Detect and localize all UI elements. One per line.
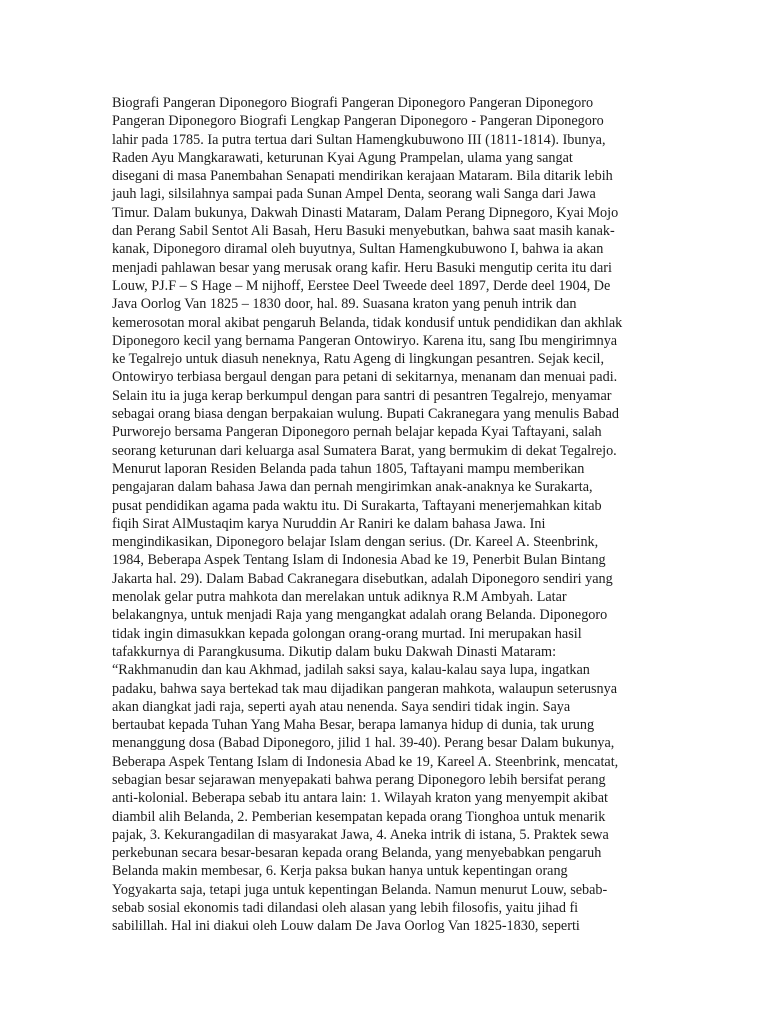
text-line: lahir pada 1785. Ia putra tertua dari Sultan Hamengkubuwono III (1811-1814). Ibunya, [112,131,606,148]
text-line: pusat pendidikan agama pada waktu itu. Di Surakarta, Taftayani menerjemahkan kitab [112,497,602,514]
text-line: “Rakhmanudin dan kau Akhmad, jadilah saksi saya, kalau-kalau saya lupa, ingatkan [112,662,590,679]
text-line: jauh lagi, silsilahnya sampai pada Sunan Ampel Denta, seorang wali Sanga dari Jawa [112,186,596,203]
text-line: Pangeran Diponegoro Biografi Lengkap Pangeran Diponegoro - Pangeran Diponegoro [112,113,604,130]
text-line: sebab sosial ekonomis tadi dilandasi oleh alasan yang lebih filosofis, yaitu jihad fi [112,900,579,917]
text-line: tidak ingin dimasukkan kepada golongan orang-orang murtad. Ini merupakan hasil [112,625,582,642]
document-body-text [112,94,692,936]
text-line: Jakarta hal. 29). Dalam Babad Cakranegara disebutkan, adalah Diponegoro sendiri yang [112,570,613,587]
text-line: disegani di masa Panembahan Senapati mendirikan kerajaan Mataram. Bila ditarik lebih [112,168,613,185]
text-line: ke Tegalrejo untuk diasuh neneknya, Ratu Ageng di lingkungan pesantren. Sejak kecil, [112,351,605,368]
text-line: tafakkurnya di Parangkusuma. Dikutip dalam buku Dakwah Dinasti Mataram: [112,643,557,660]
text-line: dan Perang Sabil Sentot Ali Basah, Heru Basuki menyebutkan, bahwa saat masih kanak- [112,223,615,240]
text-line: belakangnya, untuk menjadi Raja yang mengangkat adalah orang Belanda. Diponegoro [112,607,608,624]
text-line: menolak gelar putra mahkota dan merelakan untuk adiknya R.M Ambyah. Latar [112,589,567,606]
text-line: Biografi Pangeran Diponegoro Biografi Pangeran Diponegoro Pangeran Diponegoro [112,95,594,111]
text-line: Menurut laporan Residen Belanda pada tahun 1805, Taftayani mampu memberikan [112,460,585,477]
text-line: fiqih Sirat AlMustaqim karya Nuruddin Ar Raniri ke dalam bahasa Jawa. Ini [112,515,546,532]
text-line: seorang keturunan dari keluarga asal Sumatera Barat, yang bermukim di dekat Tegalrejo. [112,442,617,459]
text-line: Java Oorlog Van 1825 – 1830 door, hal. 89. Suasana kraton yang penuh intrik dan [112,296,577,313]
text-line: Belanda makin membesar, 6. Kerja paksa bukan hanya untuk kepentingan orang [112,863,568,880]
text-line: Beberapa Aspek Tentang Islam di Indonesia Abad ke 19, Kareel A. Steenbrink, mencatat, [112,753,619,770]
text-line: pengajaran dalam bahasa Jawa dan pernah mengirimkan anak-anaknya ke Surakarta, [112,479,593,496]
text-line: Raden Ayu Mangkarawati, keturunan Kyai Agung Prampelan, ulama yang sangat [112,149,573,166]
text-line: menjadi pahlawan besar yang merusak orang kafir. Heru Basuki mengutip cerita itu dari [112,259,612,276]
text-line: sebagian besar sejarawan menyepakati bahwa perang Diponegoro lebih bersifat perang [112,771,606,788]
text-line: 1984, Beberapa Aspek Tentang Islam di Indonesia Abad ke 19, Penerbit Bulan Bintang [112,552,606,569]
text-line: Selain itu ia juga kerap berkumpul dengan para santri di pesantren Tegalrejo, menyamar [112,387,612,404]
text-line: perkebunan secara besar-besaran kepada orang Belanda, yang menyebabkan pengaruh [112,845,602,862]
text-line: sebagai orang biasa dengan berpakaian wulung. Bupati Cakranegara yang menulis Babad [112,406,620,423]
text-line: anti-kolonial. Beberapa sebab itu antara lain: 1. Wilayah kraton yang menyempit akibat [112,790,608,807]
text-line: Diponegoro kecil yang bernama Pangeran Ontowiryo. Karena itu, sang Ibu mengirimnya [112,332,618,349]
text-line: Ontowiryo terbiasa bergaul dengan para petani di sekitarnya, menanam dan menuai padi. [112,369,618,386]
text-line: Yogyakarta saja, tetapi juga untuk kepentingan Belanda. Namun menurut Louw, sebab- [112,881,608,898]
text-line: diambil alih Belanda, 2. Pemberian kesempatan kepada orang Tionghoa untuk menarik [112,808,606,825]
text-line: Timur. Dalam bukunya, Dakwah Dinasti Mataram, Dalam Perang Dipnegoro, Kyai Mojo [112,204,619,221]
text-line: mengindikasikan, Diponegoro belajar Islam dengan serius. (Dr. Kareel A. Steenbrink, [112,534,599,551]
text-line: akan diangkat jadi raja, seperti ayah atau nenenda. Saya sendiri tidak ingin. Saya [112,698,571,715]
text-line: padaku, bahwa saya bertekad tak mau dijadikan pangeran mahkota, walaupun seterusnya [112,680,618,697]
text-line: bertaubat kepada Tuhan Yang Maha Besar, berapa lamanya hidup di dunia, tak urung [112,717,595,734]
text-line: Purworejo bersama Pangeran Diponegoro pernah belajar kepada Kyai Taftayani, salah [112,424,602,441]
text-line: kanak, Diponegoro diramal oleh buyutnya, Sultan Hamengkubuwono I, bahwa ia akan [112,241,604,258]
text-line: menanggung dosa (Babad Diponegoro, jilid 1 hal. 39-40). Perang besar Dalam bukunya, [112,735,615,752]
text-line: pajak, 3. Kekurangadilan di masyarakat Jawa, 4. Aneka intrik di istana, 5. Praktek sewa [112,826,609,843]
text-line: Louw, PJ.F – S Hage – M nijhoff, Eerstee Deel Tweede deel 1897, Derde deel 1904, De [112,277,611,294]
text-line: sabilillah. Hal ini diakui oleh Louw dalam De Java Oorlog Van 1825-1830, seperti [112,918,580,935]
text-line: kemerosotan moral akibat pengaruh Belanda, tidak kondusif untuk pendidikan dan akhlak [112,314,623,331]
